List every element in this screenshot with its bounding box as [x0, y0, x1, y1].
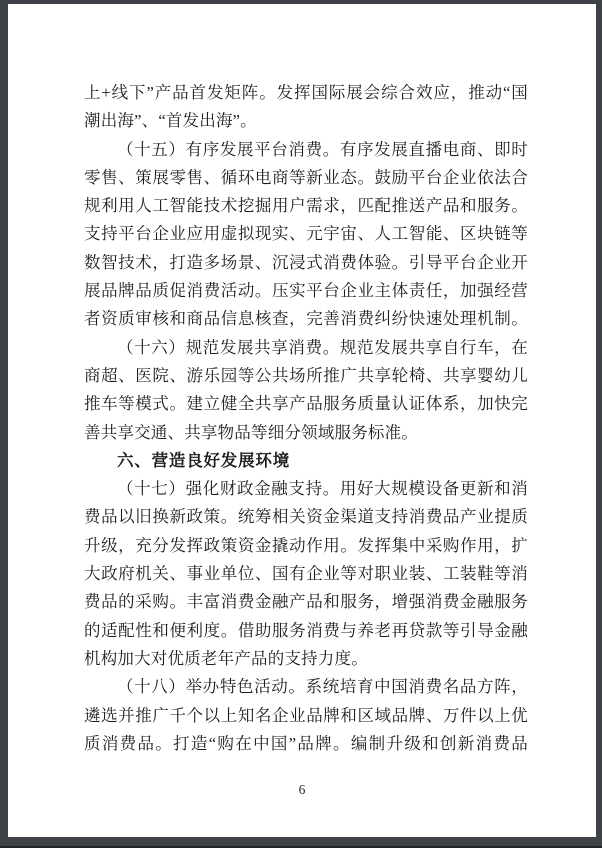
- text-line: 费品以旧换新政策。统筹相关资金渠道支持消费品产业提质: [84, 507, 528, 527]
- text-line: （十八）举办特色活动。系统培育中国消费名品方阵，: [117, 677, 528, 697]
- text-line: 商超、医院、游乐园等公共场所推广共享轮椅、共享婴幼儿: [84, 365, 528, 385]
- text-line: 升级，充分发挥政策资金撬动作用。发挥集中采购作用，扩: [84, 535, 528, 555]
- text-line: 的适配性和便利度。借助服务消费与养老再贷款等引导金融: [84, 620, 528, 640]
- text-line: 上+线下”产品首发矩阵。发挥国际展会综合效应，推动“国: [84, 83, 528, 102]
- text-line: 遴选并推广千个以上知名企业品牌和区域品牌、万件以上优: [84, 705, 528, 725]
- text-line: 支持平台企业应用虚拟现实、元宇宙、人工智能、区块链等: [84, 224, 528, 244]
- text-line: 机构加大对优质老年产品的支持力度。: [84, 648, 368, 668]
- text-line: 善共享交通、共享物品等细分领域服务标准。: [84, 422, 418, 442]
- text-line: 展品牌品质促消费活动。压实平台企业主体责任，加强经营: [84, 281, 528, 301]
- text-line: 者资质审核和商品信息核查，完善消费纠纷快速处理机制。: [84, 309, 528, 329]
- text-line: 质消费品。打造“购在中国”品牌。编制升级和创新消费品: [84, 733, 528, 753]
- text-line: （十五）有序发展平台消费。有序发展直播电商、即时: [117, 139, 528, 159]
- text-line: 大政府机关、事业单位、国有企业等对职业装、工装鞋等消: [84, 564, 528, 584]
- text-line: 零售、策展零售、循环电商等新业态。鼓励平台企业依法合: [84, 167, 528, 187]
- text-line: （十六）规范发展共享消费。规范发展共享自行车，在: [117, 337, 528, 357]
- text-line: 规利用人工智能技术挖掘用户需求，匹配推送产品和服务。: [84, 196, 528, 216]
- text-line: （十七）强化财政金融支持。用好大规模设备更新和消: [117, 479, 528, 499]
- text-line: 费品的采购。丰富消费金融产品和服务，增强消费金融服务: [84, 592, 528, 612]
- section-heading: 六、营造良好发展环境: [117, 450, 290, 470]
- text-line: 潮出海”、“首发出海”。: [84, 111, 257, 131]
- text-line: 数智技术，打造多场景、沉浸式消费体验。引导平台企业开: [84, 252, 528, 272]
- text-line: 推车等模式。建立健全共享产品服务质量认证体系，加快完: [84, 394, 528, 414]
- page-number: 6: [298, 782, 306, 797]
- document-page: [8, 4, 596, 837]
- document-text-block: [84, 79, 528, 758]
